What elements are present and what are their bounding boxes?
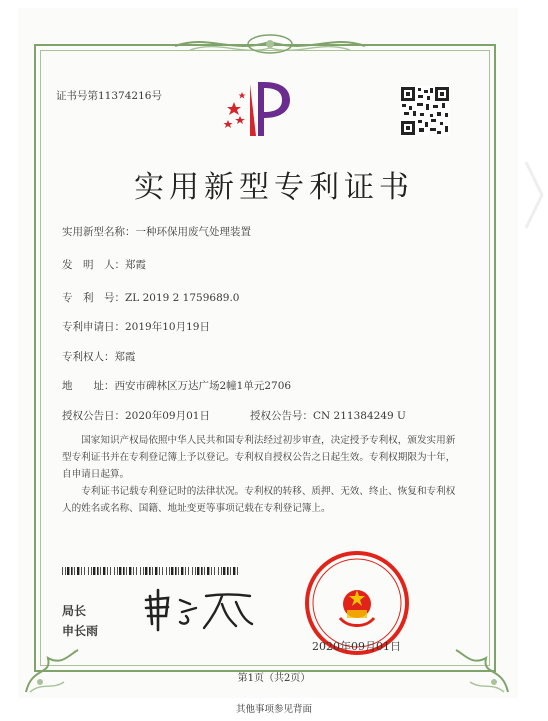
cnipa-logo-icon: [220, 78, 292, 140]
page-number: 第1页（共2页）: [237, 673, 311, 684]
seal-date: 2020年09月01日: [312, 640, 401, 653]
qr-code: [400, 86, 450, 136]
grant-paragraph-1: 国家知识产权局依照中华人民共和国专利法经过初步审查，决定授予专利权，颁发实用新型专利证书并在专利登记簿上予以登记。专利权自授权公告之日起生效。专利权期限为十年，自申请日起算。: [62, 435, 456, 480]
field-inventor: [62, 257, 146, 272]
field-utility-model-name: [62, 224, 251, 239]
field-patentee: [62, 349, 136, 364]
field-patent-number: [62, 290, 239, 305]
grant-date: [62, 408, 210, 423]
field-value: 2019年10月19日: [125, 321, 210, 333]
field-address: [62, 378, 291, 393]
field-value: 郑霞: [114, 351, 136, 363]
field-value: 郑霞: [125, 259, 146, 271]
grant-paragraph-2: 专利证书记载专利登记时的法律状况。专利权的转移、质押、无效、终止、恢复和专利权人的姓名或名称、国籍、地址变更等事项记载在专利登记簿上。: [62, 486, 456, 514]
field-value: ZL 2019 2 1759689.0: [125, 292, 240, 304]
field-label: 发 明 人：: [62, 259, 125, 271]
field-label: 实用新型名称：: [62, 226, 136, 238]
director-name: 申长雨: [62, 624, 99, 638]
certificate-number: 证书号第11374216号: [56, 90, 162, 102]
grant-date-value: 2020年09月01日: [125, 410, 210, 422]
back-note: 其他事项参见背面: [235, 704, 312, 715]
field-value: 西安市碑林区万达广场2幢1单元2706: [114, 380, 292, 392]
director-title: 局长: [62, 604, 87, 618]
field-label: 专利申请日：: [62, 321, 125, 333]
field-value: 一种环保用废气处理装置: [135, 226, 251, 238]
barcode: [62, 567, 240, 575]
grant-date-label: 授权公告日：: [62, 410, 125, 422]
field-label: 地 址：: [62, 380, 115, 392]
field-application-date: [62, 319, 210, 334]
director-signature: [140, 586, 260, 632]
grant-number-label: 授权公告号：: [250, 410, 313, 422]
certificate-title: 实用新型专利证书: [134, 170, 414, 205]
field-label: 专 利 号：: [62, 292, 125, 304]
grant-number-value: CN 211384249 U: [313, 410, 406, 422]
grant-number: [250, 408, 406, 423]
top-ornament: [170, 30, 370, 58]
field-label: 专利权人：: [62, 351, 115, 363]
